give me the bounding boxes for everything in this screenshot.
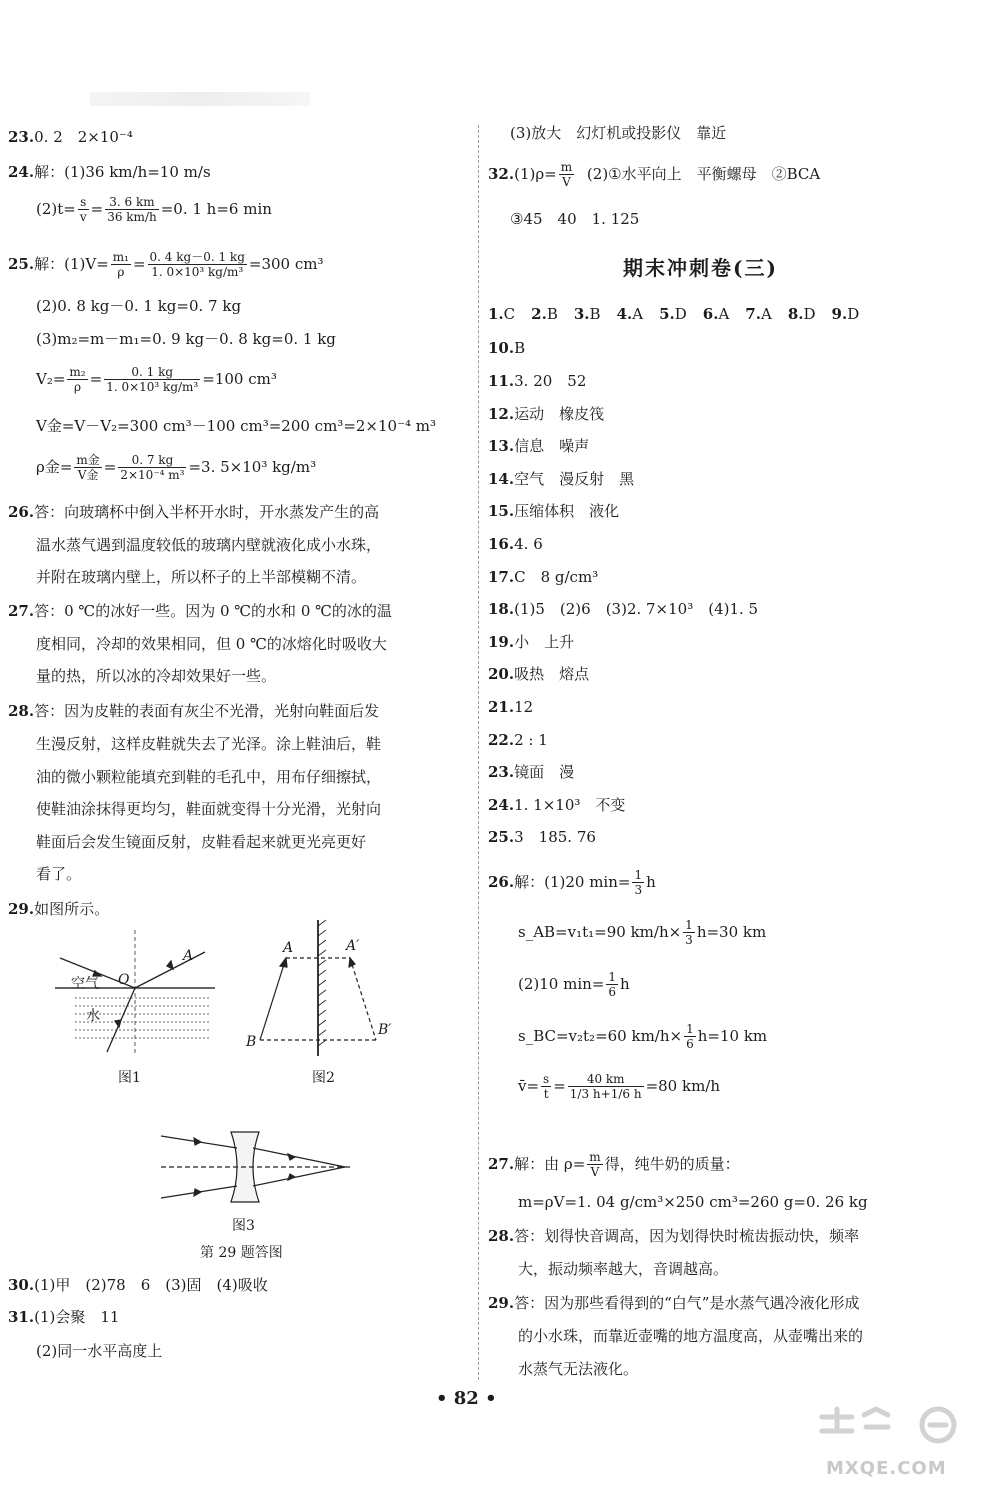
fill-answer: 23.镜面 漫	[488, 763, 575, 782]
answer-23: 23.0. 2 2×10⁻⁴	[8, 128, 133, 146]
answer-27-r-line2: m=ρV=1. 04 g/cm³×250 cm³=260 g=0. 26 kg	[518, 1193, 868, 1211]
figure-3-concave-lens	[155, 1122, 355, 1212]
fill-answer: 21.12	[488, 698, 534, 716]
section-title: 期末冲刺卷(三)	[623, 256, 778, 280]
fill-answer: 16.4. 6	[488, 535, 543, 553]
fill-answer: 18.(1)5 (2)6 (3)2. 7×10³ (4)1. 5	[488, 600, 759, 619]
mc-answer: 9.D	[831, 305, 860, 323]
answer-31-line2: (2)同一水平高度上	[36, 1342, 163, 1360]
answer-25-line4: V₂= $\frac{\text{m₂}}{\rho}$ = $\frac{0. 1 kg}{\text{1. 0×10³ kg/m³}}$ =100 cm³	[36, 365, 277, 395]
answer-26-r-line5: v̄= $\frac{s}{t}$ = $\frac{40 km}{1/3 h+1/6 h}$ =80 km/h	[518, 1072, 721, 1102]
mc-answer: 6.A	[702, 305, 730, 323]
fig2-caption: 图2	[312, 1070, 335, 1086]
answer-28-line2: 生漫反射，这样皮鞋就失去了光泽。涂上鞋油后，鞋	[36, 735, 382, 753]
fig1-a-label: A	[183, 948, 194, 964]
fill-answer: 12.运动 橡皮筏	[488, 404, 605, 423]
mc-answer: 1.C	[488, 305, 516, 323]
mc-answers-line1	[488, 305, 875, 323]
answer-28-line5: 鞋面后会发生镜面反射，皮鞋看起来就更光亮更好	[36, 833, 367, 851]
answer-26-r-line1: 26.解：(1)20 min= $\frac{1}{3}$ h	[488, 868, 656, 898]
figure-group-caption: 第 29 题答图	[200, 1245, 283, 1261]
answer-32-line2: ③45 40 1. 125	[510, 210, 640, 228]
answer-29-r-line1: 29.答：因为那些看得到的“白气”是水蒸气遇冷液化形成	[488, 1294, 860, 1312]
fig2-a-label: A	[283, 940, 294, 956]
column-divider	[478, 125, 479, 1380]
answer-26-line3: 并附在玻璃内壁上，所以杯子的上半部模糊不清。	[36, 568, 367, 586]
answer-28-line3: 油的微小颗粒能填充到鞋的毛孔中，用布仔细擦拭，	[36, 768, 382, 786]
answer-25-line3: (3)m₂=m－m₁=0. 9 kg－0. 8 kg=0. 1 kg	[36, 330, 336, 348]
fill-answer: 15.压缩体积 液化	[488, 502, 620, 521]
fig1-o-label: O	[118, 972, 130, 988]
fig1-air-label: 空气	[71, 976, 99, 992]
fig2-b-label: B	[246, 1034, 257, 1050]
answer-31-line1: 31.(1)会聚 11	[8, 1308, 120, 1326]
answer-26-r-line2: s_AB=v₁t₁=90 km/h× $\frac{1}{3}$ h=30 km	[518, 918, 767, 948]
answer-28-line4: 使鞋油涂抹得更均匀，鞋面就变得十分光滑，光射向	[36, 800, 382, 818]
answer-25-line5: V金=V－V₂=300 cm³－100 cm³=200 cm³=2×10⁻⁴ m³	[36, 417, 437, 435]
fill-answer: 19.小 上升	[488, 632, 575, 651]
mc-answers-line2	[488, 339, 541, 357]
answer-27-line2: 度相同，冷却的效果相同，但 0 ℃的冰熔化时吸收大	[36, 635, 387, 653]
answer-30: 30.(1)甲 (2)78 6 (3)固 (4)吸收	[8, 1276, 268, 1294]
faded-header	[90, 92, 310, 106]
answer-28-line6: 看了。	[36, 865, 82, 883]
answer-29: 29.如图所示。	[8, 900, 110, 918]
answer-24-line1: 24.解：(1)36 km/h=10 m/s	[8, 163, 211, 181]
answer-27-r-line1: 27.解：由 ρ= $\frac{m}{V}$ 得，纯牛奶的质量：	[488, 1150, 740, 1180]
page-number: • 82 •	[436, 1388, 497, 1409]
answer-32-line1: 32.(1)ρ= $\frac{m}{V}$ (2)①水平向上 平衡螺母 ②BCA	[488, 160, 821, 190]
fill-answer: 24.1. 1×10³ 不变	[488, 795, 626, 814]
answer-26-line1: 26.答：向玻璃杯中倒入半杯开水时，开水蒸发产生的高	[8, 503, 380, 521]
fill-answer: 11.3. 20 52	[488, 372, 587, 390]
answer-31-line3: (3)放大 幻灯机或投影仪 靠近	[510, 124, 727, 142]
fill-answer: 14.空气 漫反射 黑	[488, 469, 635, 488]
answer-27-line3: 量的热，所以冰的冷却效果好一些。	[36, 667, 277, 685]
fill-answer: 25.3 185. 76	[488, 828, 596, 847]
fig2-b-prime-label: B′	[378, 1022, 392, 1038]
mc-answer: 5.D	[659, 305, 687, 323]
fill-answer: 22.2 : 1	[488, 730, 548, 749]
fig1-caption: 图1	[118, 1070, 141, 1086]
answer-28-r-line2: 大，振动频率越大，音调越高。	[518, 1260, 729, 1278]
watermark-text: MXQE.COM	[826, 1458, 947, 1479]
answer-25-line1: 25.解：(1)V= $\frac{\text{m₁}}{\rho}$ = $\frac{0. 4 kg-0. 1 kg}{\text{1. 0×10³ kg/m³}}$ =300 cm³	[8, 250, 324, 280]
answer-26-r-line4: s_BC=v₂t₂=60 km/h× $\frac{1}{6}$ h=10 km	[518, 1022, 768, 1052]
mc-answer: 8.D	[787, 305, 816, 323]
answer-26-r-line3: (2)10 min= $\frac{1}{6}$ h	[518, 970, 630, 1000]
answer-29-r-line3: 水蒸气无法液化。	[518, 1360, 639, 1378]
answer-24-line2: (2)t= $\frac{s}{v}$ = $\frac{3. 6 km}{36 km/h}$ =0. 1 h=6 min	[36, 195, 272, 225]
answer-28-r-line1: 28.答：划得快音调高，因为划得快时梳齿振动快，频率	[488, 1227, 860, 1245]
fig3-caption: 图3	[232, 1218, 255, 1234]
mc-answer: 10.B	[488, 339, 526, 357]
fig2-a-prime-label: A′	[346, 938, 360, 954]
mc-answer: 4.A	[616, 305, 644, 323]
mc-answer: 2.B	[531, 305, 558, 323]
fill-answer: 20.吸热 熔点	[488, 665, 590, 684]
answer-28-line1: 28.答：因为皮鞋的表面有灰尘不光滑，光射向鞋面后发	[8, 702, 380, 720]
answer-26-line2: 温水蒸气遇到温度较低的玻璃内壁就液化成小水珠，	[36, 536, 382, 554]
answer-27-line1: 27.答：0 ℃的冰好一些。因为 0 ℃的水和 0 ℃的冰的温	[8, 602, 392, 620]
figure-2-plane-mirror	[248, 918, 398, 1058]
mc-answer: 3.B	[573, 305, 601, 323]
fill-answer: 17.C 8 g/cm³	[488, 567, 599, 586]
answer-25-line6: ρ金= $\frac{\text{m金}}{\text{V金}}$ = $\frac{0. 7 kg}{\text{2×10⁻⁴ m³}}$ =3. 5×10³ kg/m³	[36, 453, 317, 483]
fill-answer: 13.信息 噪声	[488, 437, 590, 456]
answer-29-r-line2: 的小水珠，而靠近壶嘴的地方温度高，从壶嘴出来的	[518, 1327, 864, 1345]
answer-25-line2: (2)0. 8 kg－0. 1 kg=0. 7 kg	[36, 297, 242, 315]
mc-answer: 7.A	[745, 305, 772, 323]
fig1-water-label: 水	[86, 1008, 100, 1024]
